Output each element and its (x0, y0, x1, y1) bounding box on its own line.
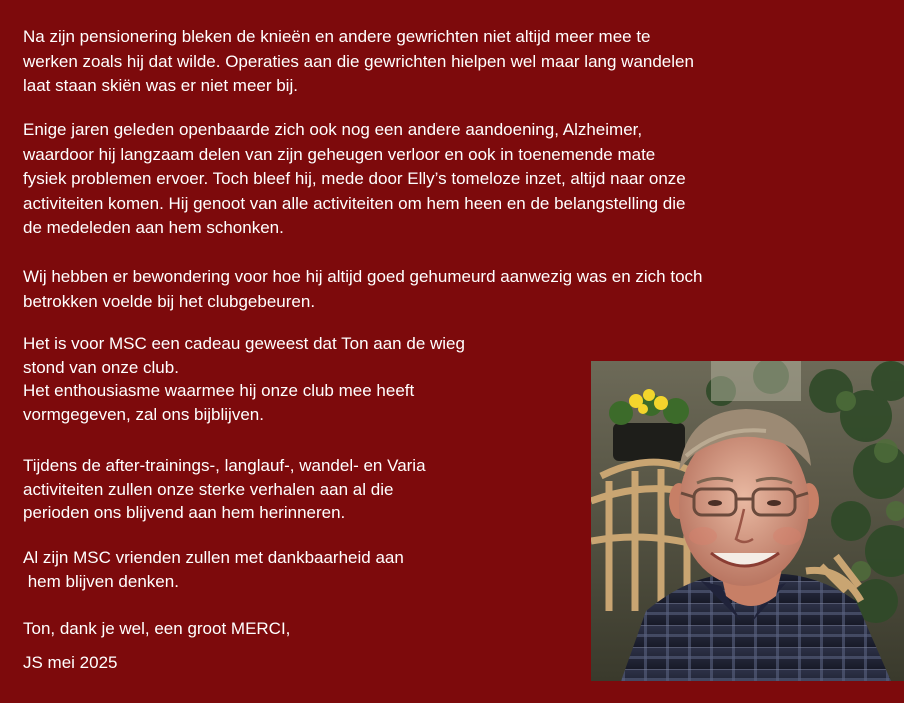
text-line: Het is voor MSC een cadeau geweest dat Ton aan de wieg (23, 334, 465, 353)
text-line: betrokken voelde bij het clubgebeuren. (23, 291, 316, 311)
text-line: waardoor hij langzaam delen van zijn geheugen verloor en ook in toenemende mate (23, 144, 656, 164)
text-line: de medeleden aan hem schonken. (23, 218, 284, 237)
paragraph-alzheimer (23, 118, 686, 241)
text-line: activiteiten komen. Hij genoot van alle activiteiten om hem heen en de belangstelling die (23, 193, 686, 213)
text-line: perioden ons blijvend aan hem herinneren. (23, 503, 346, 522)
paragraph-friends (23, 546, 404, 593)
text-line: laat staan skiën was er niet meer bij. (23, 76, 298, 95)
portrait-illustration (591, 361, 904, 681)
paragraph-cadeau (23, 332, 465, 426)
paragraph-pension (23, 25, 694, 99)
text-line: Enige jaren geleden openbaarde zich ook nog een andere aandoening, Alzheimer, (23, 120, 643, 139)
text-line: Het enthousiasme waarmee hij onze club mee heeft (23, 381, 415, 400)
paragraph-thanks (23, 617, 290, 641)
text-line: Na zijn pensionering bleken de knieën en andere gewrichten niet altijd meer mee te (23, 27, 651, 46)
text-line: Al zijn MSC vrienden zullen met dankbaarheid aan (23, 548, 404, 567)
text-line: activiteiten zullen onze sterke verhalen aan al die (23, 479, 394, 499)
text-line: werken zoals hij dat wilde. Operaties aan die gewrichten hielpen wel maar lang wandelen (23, 51, 694, 71)
text-line: vormgegeven, zal ons bijblijven. (23, 404, 264, 424)
text-line: Ton, dank je wel, een groot MERCI, (23, 619, 291, 638)
text-line: JS mei 2025 (23, 653, 118, 672)
text-line: stond van onze club. (23, 357, 179, 377)
paragraph-admiration (23, 265, 702, 314)
text-line: hem blijven denken. (23, 571, 179, 591)
portrait-photo (591, 361, 904, 681)
signature-line (23, 651, 118, 675)
paragraph-activities (23, 454, 426, 525)
text-line: Tijdens de after-trainings-, langlauf-, wandel- en Varia (23, 456, 426, 475)
text-line: Wij hebben er bewondering voor hoe hij altijd goed gehumeurd aanwezig was en zich toch (23, 267, 703, 286)
text-line: fysiek problemen ervoer. Toch bleef hij, mede door Elly’s tomeloze inzet, altijd naar onze (23, 169, 686, 188)
